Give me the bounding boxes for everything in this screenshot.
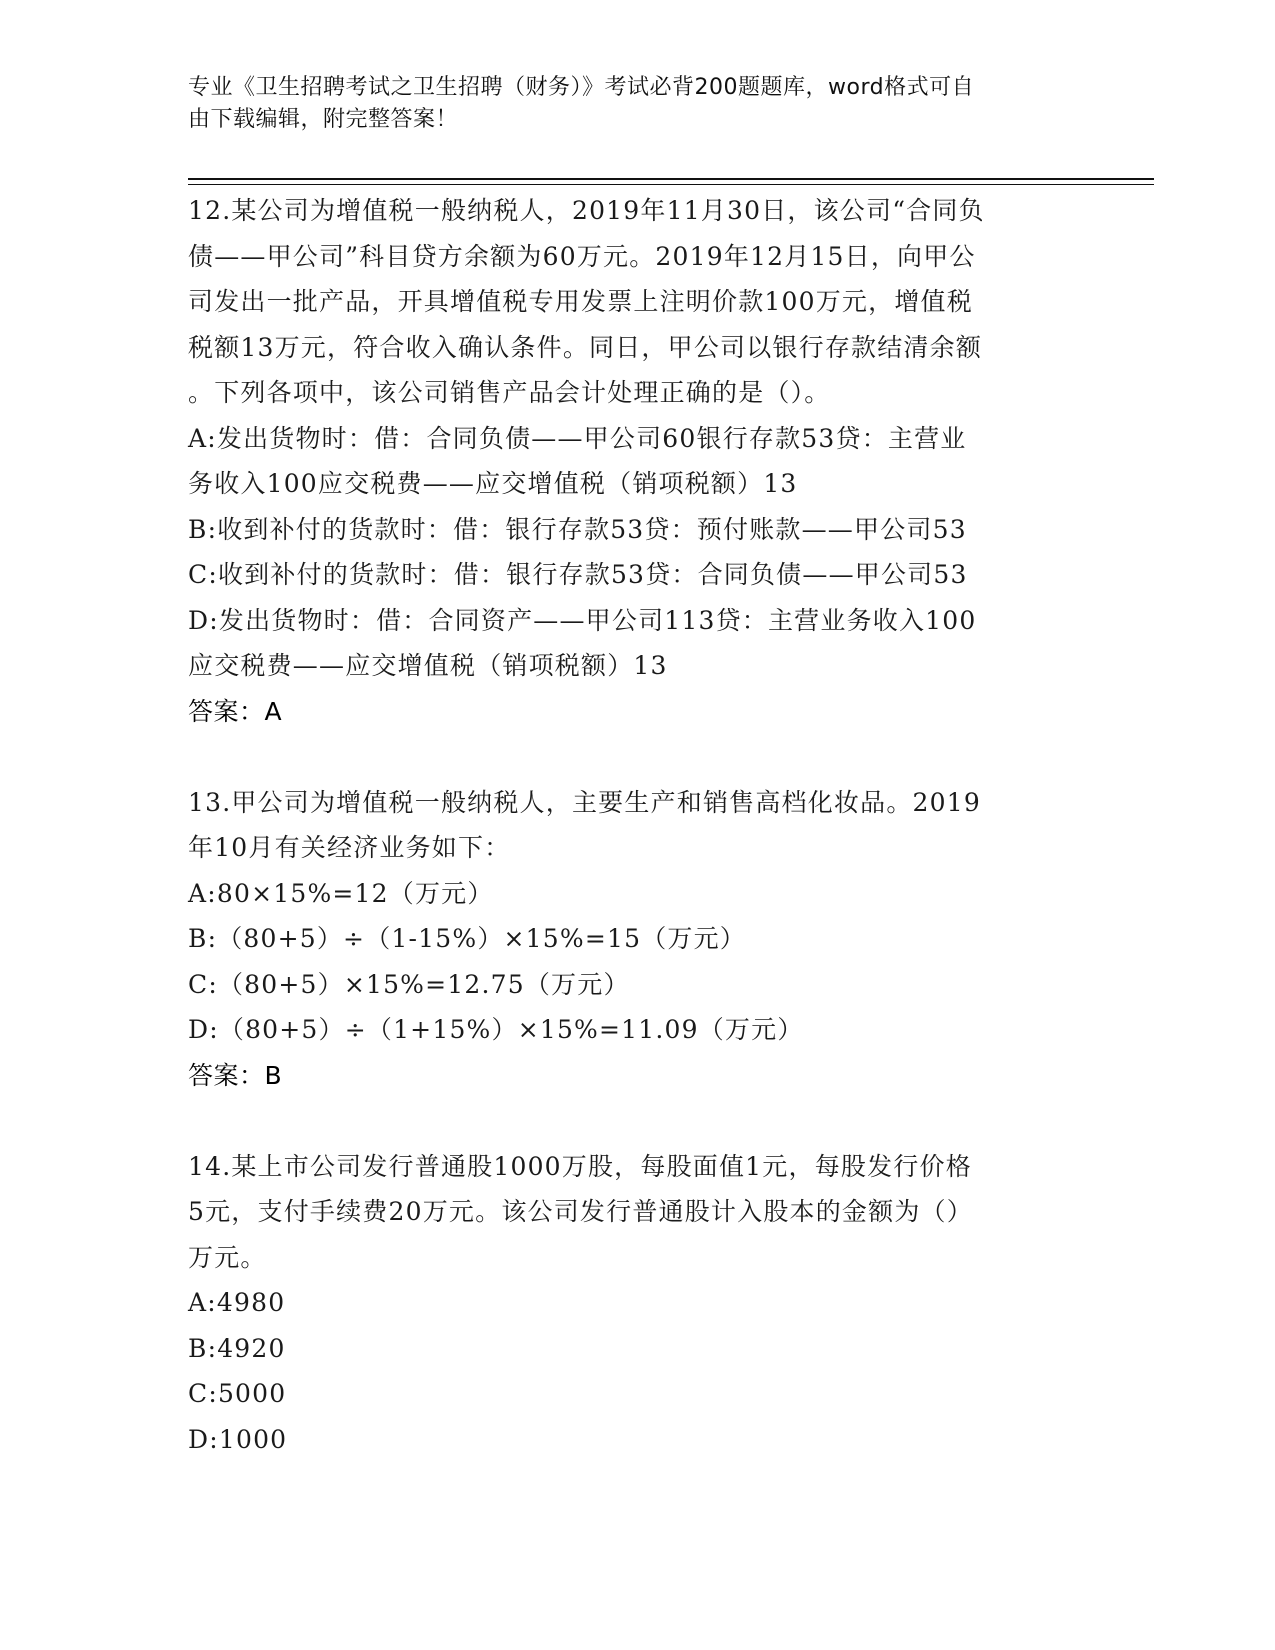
option-b: B:4920 [188, 1333, 286, 1363]
question-text: 5元，支付手续费20万元。该公司发行普通股计入股本的金额为（） [188, 1197, 973, 1226]
question-spacer [188, 734, 1088, 780]
option-d-continued: 应交税费——应交增值税（销项税额）13 [188, 651, 668, 680]
option-a-continued: 务收入100应交税费——应交增值税（销项税额）13 [188, 469, 798, 498]
question-text: 年10月有关经济业务如下： [188, 833, 511, 862]
option-c: C:（80+5）×15%=12.75（万元） [188, 969, 630, 999]
question-13 [188, 780, 1088, 1099]
question-12 [188, 188, 1088, 734]
header-line: 专业《卫生招聘考试之卫生招聘（财务）》考试必背200题题库，word格式可自 [188, 75, 975, 100]
document-header [188, 72, 1088, 136]
option-b: B:（80+5）÷（1-15%）×15%=15（万元） [188, 924, 746, 953]
header-divider-thick [188, 178, 1154, 180]
question-text: 。下列各项中，该公司销售产品会计处理正确的是（）。 [188, 378, 831, 407]
option-b: B:收到补付的货款时：借：银行存款53贷：预付账款——甲公司53 [188, 514, 967, 544]
option-c: C:5000 [188, 1379, 287, 1408]
option-a: A:80×15%=12（万元） [188, 878, 494, 908]
answer-label: 答案：B [188, 1060, 283, 1090]
header-line: 由下载编辑，附完整答案！ [188, 107, 459, 132]
question-text: 12.某公司为增值税一般纳税人，2019年11月30日，该公司“合同负 [188, 196, 985, 225]
question-text: 税额13万元，符合收入确认条件。同日，甲公司以银行存款结清余额 [188, 332, 983, 362]
question-14 [188, 1144, 1088, 1463]
question-text: 司发出一批产品，开具增值税专用发票上注明价款100万元，增值税 [188, 287, 973, 316]
question-text: 万元。 [188, 1242, 267, 1272]
option-d: D:（80+5）÷（1+15%）×15%=11.09（万元） [188, 1015, 804, 1044]
document-body [188, 188, 1088, 1462]
question-text: 债——甲公司”科目贷方余额为60万元。2019年12月15日，向甲公 [188, 241, 976, 271]
question-text: 14.某上市公司发行普通股1000万股，每股面值1元，每股发行价格 [188, 1151, 972, 1181]
question-text: 13.甲公司为增值税一般纳税人，主要生产和销售高档化妆品。2019 [188, 787, 981, 817]
option-d: D:1000 [188, 1424, 288, 1454]
question-spacer [188, 1098, 1088, 1144]
option-a: A:4980 [188, 1288, 286, 1317]
option-d: D:发出货物时：借：合同资产——甲公司113贷：主营业务收入100 [188, 605, 977, 635]
header-divider-thin [188, 184, 1154, 185]
answer-label: 答案：A [188, 696, 283, 726]
option-a: A:发出货物时：借：合同负债——甲公司60银行存款53贷：主营业 [188, 423, 967, 453]
option-c: C:收到补付的货款时：借：银行存款53贷：合同负债——甲公司53 [188, 560, 968, 589]
